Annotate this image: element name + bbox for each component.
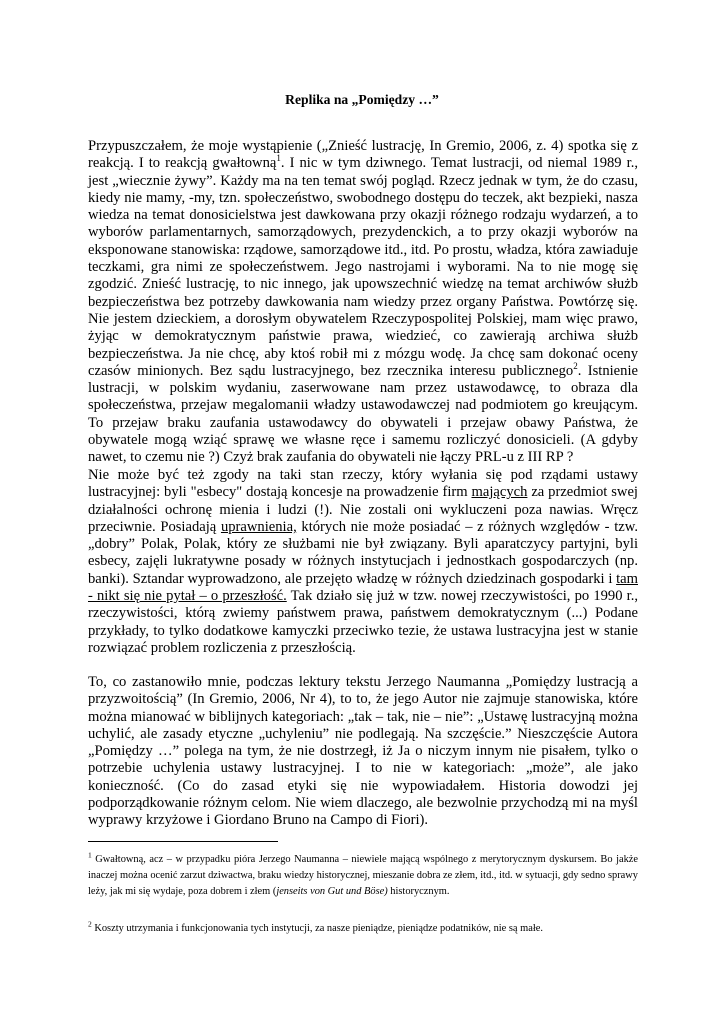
paragraph-2-text-c: których nie może posiadać – z różnych względów - tzw. „dobry” Polak, Polak, który ze służbami nie był związany. Byli aparatczycy partyjni, byli esbecy, zajęli lukratywne posady w różnych instytucjach i jednostkach gospodarczych (np. banki). Sztandar wyprowadzono, ale przejęto władzę w różnych dziedzinach gospodarki i bbox=[88, 518, 638, 587]
document-title: Replika na „Pomiędzy …” bbox=[285, 92, 439, 107]
paragraph-1-text-b: . I nic w tym dziwnego. Temat lustracji, od niemal 1989 r., jest „wiecznie żywy”. Każdy ma na ten temat swój pogląd. Rzecz jednak w tym, że do czasu, kiedy nie mamy, -my, tzn. społeczeństwo, swobodnego dostępu do teczek, akt bezpieki, nasza wiedza na temat donosicielstwa jest dawkowana przy okazji różnego rodzaju wydarzeń, a to wyborów parlamentarnych, samorządowych, prezydenckich, a to przy okazji wyborów na eksponowane stanowiska: rządowe, samorządowe itd., itd. Po prostu, władza, która zawiaduje teczkami, gra nimi ze społeczeństwem. Jego nastrojami i wyborami. Na to nie mogę się zgodzić. Znieść lustrację, to nic innego, jak upowszechnić wiedzę na temat archiwów służb bezpieczeństwa bez potrzeby dawkowania nam wiedzy przez organy Państwa. Powtórzę się. Nie jestem dzieckiem, a dorosłym obywatelem Rzeczypospolitej Polskiej, mam więc prawo, żyjąc w demokratycznym państwie prawa, wiedzieć, co zawierają archiwa służb bezpieczeństwa. Ja nie chcę, aby ktoś robił mi z mózgu wodę. Ja chcę sam dokonać oceny czasów minionych. Bez sądu lustracyjnego, bez rzecznika interesu publicznego bbox=[88, 155, 638, 379]
footnote-1-tail: historycznym. bbox=[387, 886, 450, 898]
footnote-1-number: 1 bbox=[88, 850, 92, 860]
footnote-separator bbox=[88, 841, 278, 842]
paragraph-2 bbox=[88, 467, 638, 657]
footnote-ref-2[interactable]: 2 bbox=[573, 361, 578, 371]
footnote-1 bbox=[88, 852, 638, 901]
footnote-1-italic: jenseits von Gut und Böse) bbox=[276, 886, 388, 898]
paragraph-2-text-b: za przedmiot swej działalności ochronę mienia i ludzi (!). Nie zostali oni wykluczeni poza nawias. Wręcz przeciwnie. Posiadają bbox=[88, 484, 638, 535]
footnote-2 bbox=[88, 921, 638, 937]
footnote-1-text: Gwałtowną, acz – w przypadku pióra Jerzego Naumanna – niewiele mającą wspólnego z merytorycznym dyskursem. Bo jakże inaczej można ocenić zarzut dziwactwa, braku wiedzy historycznej, mieszanie dobra ze złem, itd., itd. w sytuacji, gdy sedno sprawy leży, jak mi się wydaje, poza dobrem i złem ( bbox=[88, 854, 638, 898]
footnote-ref-1[interactable]: 1 bbox=[276, 153, 281, 164]
underlined-text-uprawnienia: uprawnienia, bbox=[220, 518, 297, 535]
paragraph-1-text-a: Przypuszczałem, że moje wystąpienie („Znieść lustrację, In Gremio, 2006, z. 4) spotka się z reakcją. I to reakcją gwałtowną bbox=[88, 138, 638, 172]
underlined-text-majacych: mających bbox=[471, 484, 528, 501]
paragraph-3: To, co zastanowiło mnie, podczas lektury tekstu Jerzego Naumanna „Pomiędzy lustracją a przyzwoitością” (In Gremio, 2006, Nr 4), to to, że jego Autor nie zajmuje stanowiska, które można mianować w biblijnych kategoriach: „tak – tak, nie – nie”: „Ustawę lustracyjną można uchylić, ale zasady etyczne „uchyleniu” nie podlegają. Na szczęście.” Nieszczęście Autora „Pomiędzy …” polega na tym, że nie dostrzegł, iż Ja o niczym innym nie pisałem, tylko o potrzebie uchylenia ustawy lustracyjnej. I to nie w kategoriach: „może”, ale jako konieczność. (Co do zasad etyki się nie wypowiadałem. Historia dowodzi jej podporządkowanie różnym celom. Nie wiem dlaczego, ale bezwolnie przychodzą mi na myśl wyprawy krzyżowe i Giordano Bruno na Campo di Fiori). bbox=[88, 674, 638, 829]
paragraph-1-text-c: . Istnienie lustracji, w polskim wydaniu, zaserwowane nam przez ustawodawcę, to obraza dla społeczeństwa, przejaw megalomanii władzy ustawodawczej nad podmiotem go kreującym. To przejaw braku zaufania ustawodawcy do obywateli i przejaw obawy Państwa, że obywatele mogą wziąć sprawę we własne ręce i samemu rozliczyć donosicieli. (A gdyby nawet, to czemu nie ?) Czyż brak zaufania do obywateli nie łączy PRL-u z III RP ? bbox=[88, 362, 638, 466]
paragraph-1 bbox=[88, 138, 638, 467]
underlined-text-tam: tam - nikt się nie pytał – o przeszłość. bbox=[88, 570, 638, 605]
footnote-2-number: 2 bbox=[88, 919, 92, 929]
paragraph-2-text-a: Nie może być też zgody na taki stan rzeczy, który wyłania się pod rządami ustawy lustracyjnej: byli "esbecy" dostają koncesje na prowadzenie firm bbox=[88, 467, 638, 501]
footnote-2-text: Koszty utrzymania i funkcjonowania tych instytucji, za nasze pieniądze, pieniądze podatników, nie są małe. bbox=[91, 923, 543, 934]
paragraph-2-text-d: Tak działo się już w tzw. nowej rzeczywistości, po 1990 r., rzeczywistości, którą zwiemy państwem prawa, państwem demokratycznym (...) Podane przykłady, to tylko dodatkowe kamyczki przeciwko tezie, że ustawa lustracyjna jest w stanie rozwiązać problem rozliczenia z przeszłością. bbox=[88, 588, 638, 656]
